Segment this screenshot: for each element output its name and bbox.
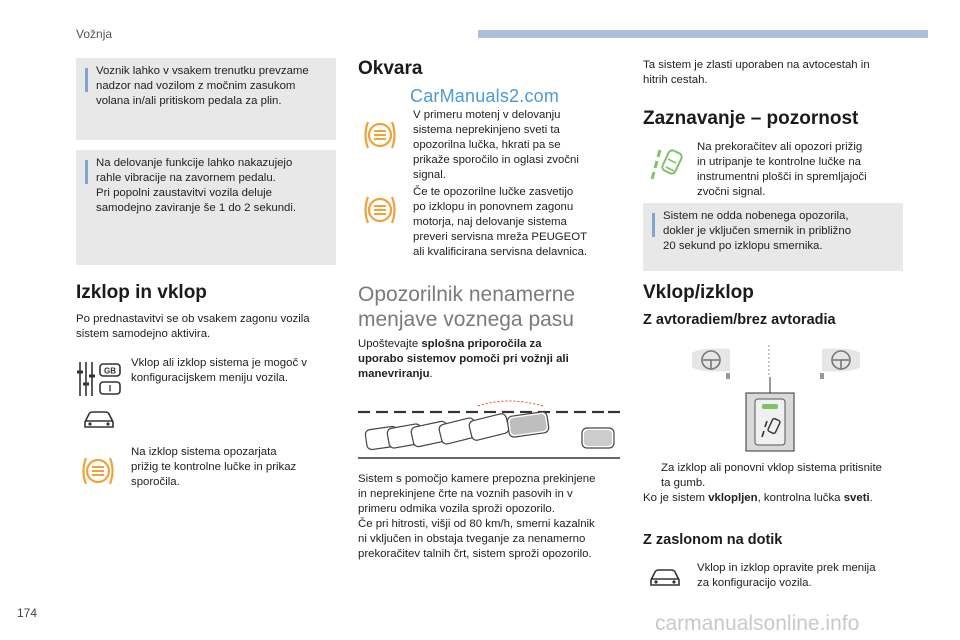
lane-description: Sistem s pomočjo kamere prepozna prekinjene in neprekinjene črte na voznih pasovih in v primeru odmika vozila sproži opozorilo. Če pri hitrosti, višji od 80 km/h, smerni kazalnik ni vključen in obstaja tveganje za nenamerno prekoračitev talnih črt, sistem sproži opozorilo. bbox=[358, 473, 596, 560]
col3-intro: Ta sistem je zlasti uporaben na avtocestah in hitrih cestah. bbox=[643, 59, 870, 86]
fault-warning-icon-2 bbox=[362, 193, 398, 232]
page-number: 174 bbox=[17, 606, 38, 620]
lane-indicator-green-icon bbox=[648, 145, 688, 186]
header-bar bbox=[478, 30, 928, 38]
settings-menu-icon bbox=[76, 358, 122, 405]
detection-text: Na prekoračitev ali opozori prižig in utripanje te kontrolne lučke na instrumentni plošči in spremljajoči zvočni signal. bbox=[697, 141, 867, 198]
subheading-touchscreen: Z zaslonom na dotik bbox=[643, 532, 783, 548]
note-text: Sistem ne odda nobenega opozorila, dokler je vključen smernik in približno 20 sekund po izklopu smernika. bbox=[663, 210, 852, 252]
touchscreen-text: Vklop in izklop opravite prek menija za konfiguracijo vozila. bbox=[697, 562, 876, 589]
fault-warning-icon bbox=[362, 118, 398, 157]
note-box-brake-vibration bbox=[76, 150, 336, 265]
fault-text-1: V primeru motenj v delovanju sistema neprekinjeno sveti ta opozorilna lučka, hkrati pa se prikaže sporočilo in oglasi zvočni signal. bbox=[413, 109, 579, 181]
advice-text: Upoštevajte splošna priporočila za uporabo sistemov pomoči pri vožnji ali manevriranju. bbox=[358, 338, 569, 380]
press-button-text: Za izklop ali ponovni vklop sistema pritisnite ta gumb. Ko je sistem vklopljen, kontrolna lučka sveti. bbox=[643, 462, 882, 504]
lane-drift-illustration bbox=[358, 392, 620, 469]
heading-okvara: Okvara bbox=[358, 58, 423, 79]
section-title: Vožnja bbox=[76, 27, 113, 41]
item-settings-text: Vklop ali izklop sistema je mogoč v konfiguracijskem meniju vozila. bbox=[131, 357, 307, 384]
heading-on-off: Vklop/izklop bbox=[643, 282, 754, 303]
svg-text:GB: GB bbox=[104, 366, 116, 376]
note-stripe bbox=[652, 213, 655, 237]
intro-text: Po prednastavitvi se ob vsakem zagonu vozila sistem samodejno aktivira. bbox=[76, 313, 310, 340]
lane-warning-orange-icon bbox=[80, 454, 116, 493]
subheading-radio: Z avtoradiem/brez avtoradia bbox=[643, 312, 836, 328]
note-text: Na delovanje funkcije lahko nakazujejo rahle vibracije na zavornem pedalu. Pri popolni zaustavitvi vozila deluje samodejno zaviranje še 1 do 2 sekundi. bbox=[96, 157, 297, 214]
note-stripe bbox=[85, 160, 88, 184]
watermark-top: CarManuals2.com bbox=[410, 86, 560, 106]
note-box-driver-override bbox=[76, 58, 336, 140]
item-warning-text: Na izklop sistema opozarjata prižig te kontrolne lučke in prikaz sporočila. bbox=[131, 446, 297, 488]
fault-text-2: Če te opozorilne lučke zasvetijo po izklopu in ponovnem zagonu motorja, naj delovanje sistema preveri servisna mreža PEUGEOT ali kvalificirana servisna delavnica. bbox=[413, 186, 588, 258]
heading-lane-departure: Opozorilnik nenamerne menjave voznega pasu bbox=[358, 283, 576, 331]
heading-izklop-vklop: Izklop in vklop bbox=[76, 282, 207, 303]
note-box-turn-signal bbox=[643, 203, 903, 271]
svg-text:I: I bbox=[108, 383, 112, 394]
note-stripe bbox=[85, 68, 88, 92]
car-icon bbox=[82, 408, 116, 435]
heading-detection: Zaznavanje – pozornost bbox=[643, 108, 859, 129]
dashboard-button-illustration bbox=[690, 345, 862, 460]
car-icon-touchscreen bbox=[648, 566, 682, 593]
note-text: Voznik lahko v vsakem trenutku prevzame nadzor nad vozilom z močnim zasukom volana in/ali pritiskom pedala za plin. bbox=[96, 65, 309, 107]
watermark-bottom: carmanualsonline.info bbox=[655, 612, 860, 635]
